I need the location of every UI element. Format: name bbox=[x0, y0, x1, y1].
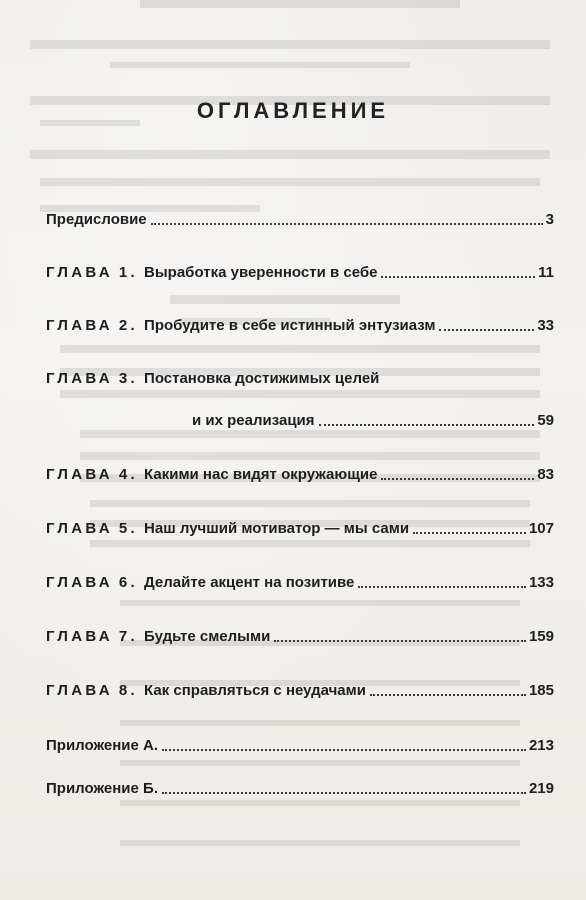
chapter-label: ГЛАВА bbox=[46, 520, 113, 537]
dot-leader bbox=[358, 585, 526, 588]
chapter-label: ГЛАВА bbox=[46, 574, 113, 591]
chapter-label: ГЛАВА bbox=[46, 370, 113, 387]
chapter-number: 5. bbox=[118, 520, 139, 537]
chapter-label: ГЛАВА bbox=[46, 466, 113, 483]
chapter-number: 3. bbox=[118, 370, 139, 387]
toc-entry-chapter-2[interactable] bbox=[46, 317, 554, 335]
chapter-label: ГЛАВА bbox=[46, 682, 113, 699]
toc-entry-appendix-b[interactable] bbox=[46, 780, 554, 798]
chapter-number: 1. bbox=[118, 264, 139, 281]
toc-entry-chapter-4[interactable] bbox=[46, 466, 554, 484]
chapter-title: Будьте смелыми bbox=[144, 628, 271, 645]
dot-leader bbox=[162, 748, 526, 751]
chapter-label: ГЛАВА bbox=[46, 628, 113, 645]
appendix-title: Приложение Б. bbox=[46, 780, 158, 797]
toc-entry-chapter-1[interactable] bbox=[46, 264, 554, 282]
chapter-number: 7. bbox=[118, 628, 139, 645]
chapter-title: Делайте акцент на позитиве bbox=[144, 574, 355, 591]
chapter-title: Пробудите в себе истинный энтузиазм bbox=[144, 317, 436, 334]
toc-entry-chapter-7[interactable] bbox=[46, 628, 554, 646]
toc-entry-appendix-a[interactable] bbox=[46, 737, 554, 755]
chapter-number: 4. bbox=[118, 466, 139, 483]
dot-leader bbox=[413, 531, 526, 534]
chapter-number: 2. bbox=[118, 317, 139, 334]
appendix-title: Приложение А. bbox=[46, 737, 159, 754]
toc-entry-chapter-6[interactable] bbox=[46, 574, 554, 592]
chapter-title: Какими нас видят окружающие bbox=[144, 466, 378, 483]
dot-leader bbox=[381, 477, 534, 480]
dot-leader bbox=[151, 222, 543, 225]
chapter-page: 59 bbox=[537, 412, 554, 429]
dot-leader bbox=[439, 328, 534, 331]
chapter-label: ГЛАВА bbox=[46, 264, 113, 281]
dot-leader bbox=[274, 639, 526, 642]
toc-entry-chapter-3[interactable] bbox=[46, 370, 554, 430]
chapter-page: 159 bbox=[528, 628, 554, 645]
chapter-title: Выработка уверенности в себе bbox=[144, 264, 378, 281]
appendix-page: 219 bbox=[528, 780, 554, 797]
chapter-page: 11 bbox=[538, 264, 554, 281]
chapter-page: 83 bbox=[537, 466, 554, 483]
chapter-title: Как справляться с неудачами bbox=[144, 682, 366, 699]
dot-leader bbox=[370, 693, 526, 696]
toc-entry-chapter-5[interactable] bbox=[46, 520, 554, 538]
preface-title: Предисловие bbox=[46, 211, 147, 228]
appendix-page: 213 bbox=[528, 737, 554, 754]
toc-entry-chapter-8[interactable] bbox=[46, 682, 554, 700]
chapter-title-continued: и их реализация bbox=[192, 412, 315, 429]
dot-leader bbox=[162, 791, 526, 794]
chapter-page: 33 bbox=[537, 317, 554, 334]
chapter-number: 8. bbox=[118, 682, 139, 699]
toc-entry-preface[interactable] bbox=[46, 211, 554, 229]
chapter-number: 6. bbox=[118, 574, 139, 591]
dot-leader bbox=[381, 275, 535, 278]
chapter-page: 107 bbox=[528, 520, 554, 537]
chapter-title: Наш лучший мотиватор — мы сами bbox=[144, 520, 410, 537]
chapter-page: 185 bbox=[528, 682, 554, 699]
toc-heading: ОГЛАВЛЕНИЕ bbox=[196, 98, 390, 123]
chapter-label: ГЛАВА bbox=[46, 317, 113, 334]
dot-leader bbox=[319, 423, 535, 426]
chapter-page: 133 bbox=[528, 574, 554, 591]
preface-page: 3 bbox=[545, 211, 554, 228]
chapter-title: Постановка достижимых целей bbox=[144, 370, 380, 387]
